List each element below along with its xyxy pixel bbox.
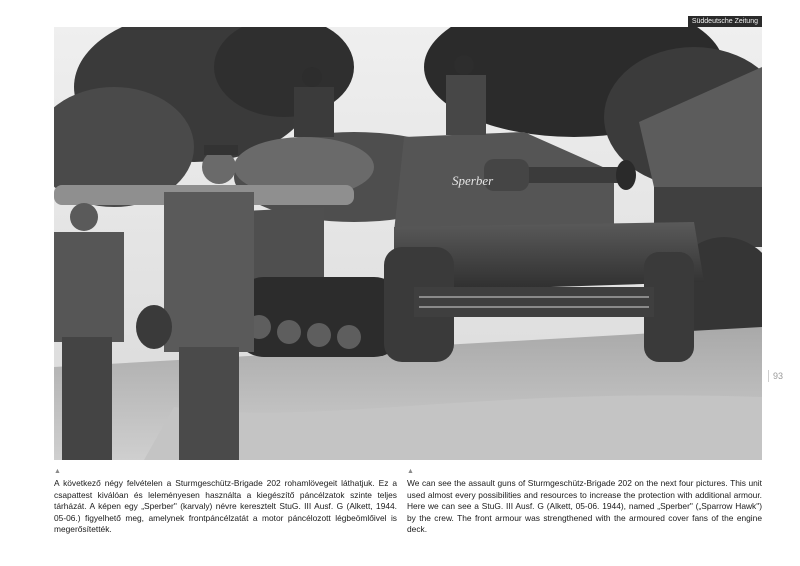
page-number: 93 bbox=[768, 370, 791, 382]
caption-hungarian: A következő négy felvételen a Sturmgeschütz-Brigade 202 rohamlövegeit láthatjuk. Ez a csapattest kiválóan és leleményesen használta a kiegészítő páncélzatok szinte teljes tárházát. A képen egy „Sperber" (karvaly) névre keresztelt StuG. III Ausf. G (Alkett, 1944. 05-06.) figyelhető meg, amelynek frontpáncélzatát a motor páncélozott légbeömlőivel is megerősítették. bbox=[54, 478, 397, 535]
caption-marker-english: ▲ bbox=[407, 468, 414, 475]
vehicle-name-stencil: Sperber bbox=[452, 173, 494, 188]
caption-english: We can see the assault guns of Sturmgeschütz-Brigade 202 on the next four pictures. This unit used almost every possibilities and resources to increase the protection with additional armour. Here we can see a StuG. III Ausf. G (Alkett, 05-06. 1944), named „Sperber" („Sparrow Hawk") by the crew. The front armour was strengthened with the armoured cover fans of the engine deck. bbox=[407, 478, 762, 535]
archival-photo-stug-iii-icon bbox=[54, 27, 762, 460]
photo-credit: Süddeutsche Zeitung bbox=[688, 16, 762, 27]
photograph bbox=[54, 27, 762, 460]
caption-marker-hungarian: ▲ bbox=[54, 468, 61, 475]
